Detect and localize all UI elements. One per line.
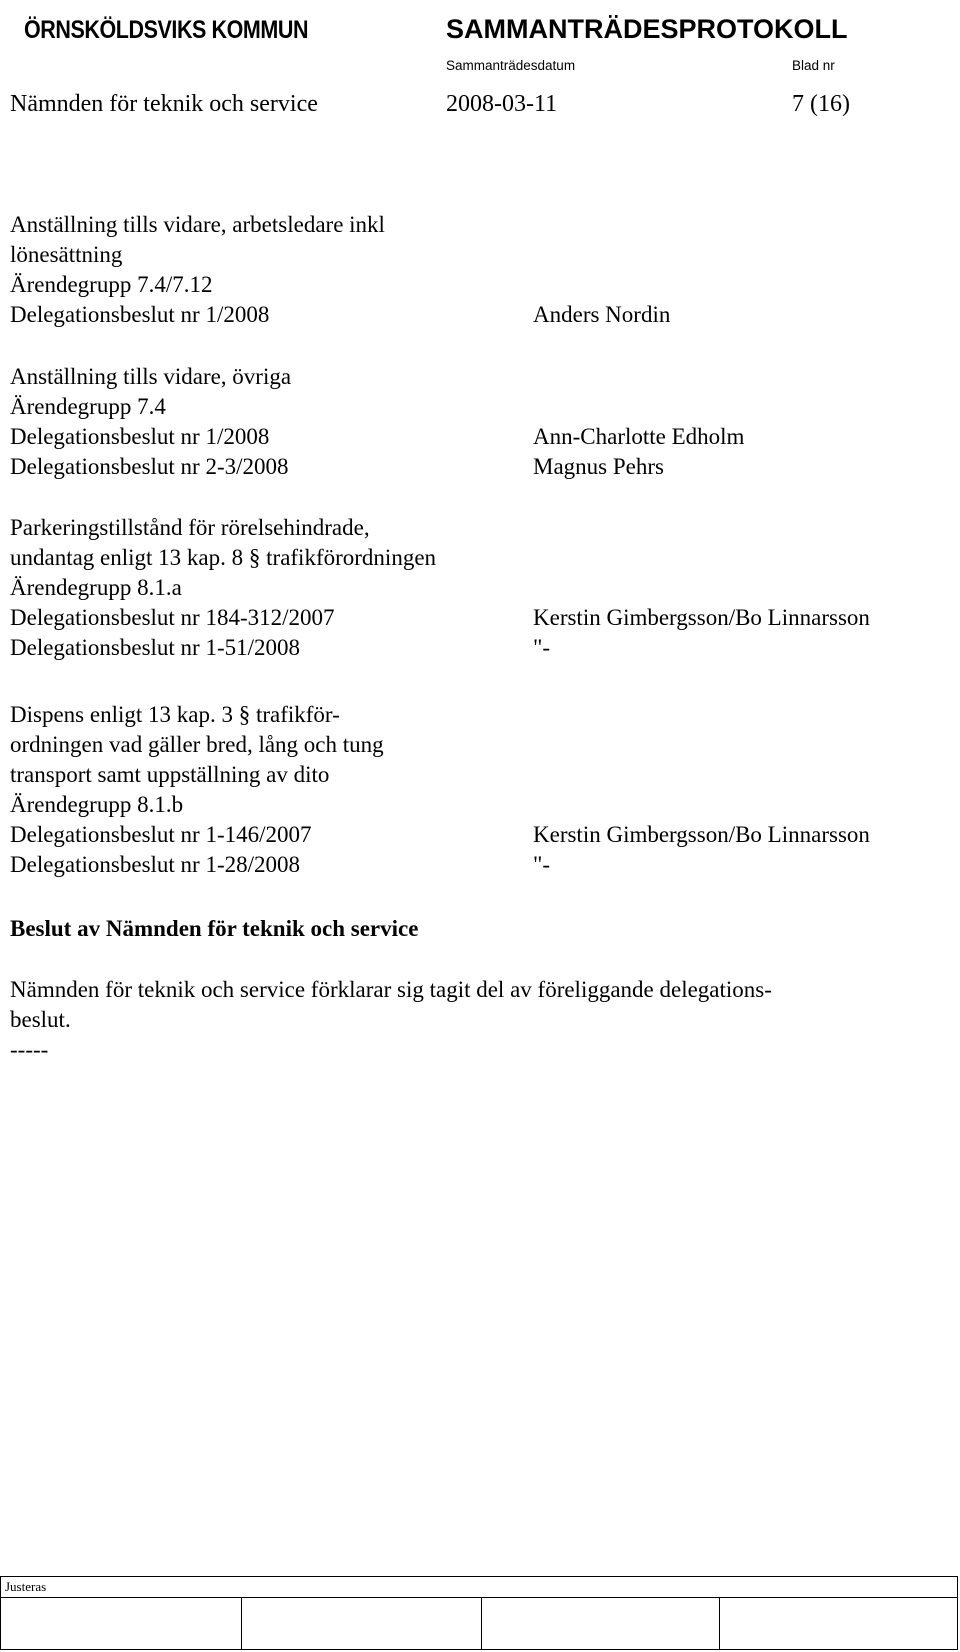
s3-line-5: Delegationsbeslut nr 1-51/2008	[10, 635, 301, 660]
s3-line-3: Ärendegrupp 8.1.a	[10, 575, 182, 600]
document-type: SAMMANTRÄDESPROTOKOLL	[446, 14, 848, 44]
justeras-label: Justeras	[5, 1579, 47, 1594]
s4-line-5: Delegationsbeslut nr 1-146/2007	[10, 822, 312, 847]
s1-line-4: Delegationsbeslut nr 1/2008	[10, 302, 270, 327]
s2-delegate-2: Magnus Pehrs	[533, 454, 664, 479]
s2-line-4: Delegationsbeslut nr 2-3/2008	[10, 454, 289, 479]
s3-line-1: Parkeringstillstånd för rörelsehindrade,	[10, 515, 370, 540]
logo-text: ÖRNSKÖLDSVIKS KOMMUN	[24, 15, 309, 44]
s1-line-1: Anställning tills vidare, arbetsledare inkl	[10, 212, 385, 237]
justeras-table	[0, 1576, 958, 1650]
s3-delegate-2: "-	[533, 635, 551, 660]
s2-line-1: Anställning tills vidare, övriga	[10, 364, 292, 389]
s1-line-3: Ärendegrupp 7.4/7.12	[10, 272, 213, 297]
decision-line-3: -----	[10, 1037, 49, 1062]
s4-delegate-1: Kerstin Gimbergsson/Bo Linnarsson	[533, 822, 870, 847]
s3-line-4: Delegationsbeslut nr 184-312/2007	[10, 605, 335, 630]
s2-line-3: Delegationsbeslut nr 1/2008	[10, 424, 270, 449]
signature-cell	[241, 1597, 482, 1649]
s4-line-1: Dispens enligt 13 kap. 3 § trafikför-	[10, 702, 340, 727]
s3-line-2: undantag enligt 13 kap. 8 § trafikförordningen	[10, 545, 437, 570]
page-label: Blad nr	[792, 58, 835, 73]
s3-delegate-1: Kerstin Gimbergsson/Bo Linnarsson	[533, 605, 870, 630]
decision-line-2: beslut.	[10, 1007, 71, 1032]
signature-cell	[1, 1597, 242, 1649]
s4-line-4: Ärendegrupp 8.1.b	[10, 792, 184, 817]
s1-line-2: lönesättning	[10, 242, 123, 267]
s2-delegate-1: Ann-Charlotte Edholm	[533, 424, 745, 449]
decision-line-1: Nämnden för teknik och service förklarar sig tagit del av föreliggande delegations-	[10, 977, 772, 1002]
s4-delegate-2: "-	[533, 852, 551, 877]
justeras-header-row	[1, 1577, 957, 1598]
s4-line-6: Delegationsbeslut nr 1-28/2008	[10, 852, 301, 877]
s1-delegate: Anders Nordin	[533, 302, 671, 327]
meeting-date: 2008-03-11	[446, 91, 558, 117]
committee-name: Nämnden för teknik och service	[10, 91, 318, 117]
signature-cell	[481, 1597, 720, 1649]
date-label: Sammanträdesdatum	[446, 58, 576, 73]
s2-line-2: Ärendegrupp 7.4	[10, 394, 166, 419]
s4-line-2: ordningen vad gäller bred, lång och tung	[10, 732, 384, 757]
decision-heading: Beslut av Nämnden för teknik och service	[10, 916, 419, 941]
municipality-logo	[18, 4, 318, 56]
page-number: 7 (16)	[792, 91, 850, 117]
s4-line-3: transport samt uppställning av dito	[10, 762, 330, 787]
